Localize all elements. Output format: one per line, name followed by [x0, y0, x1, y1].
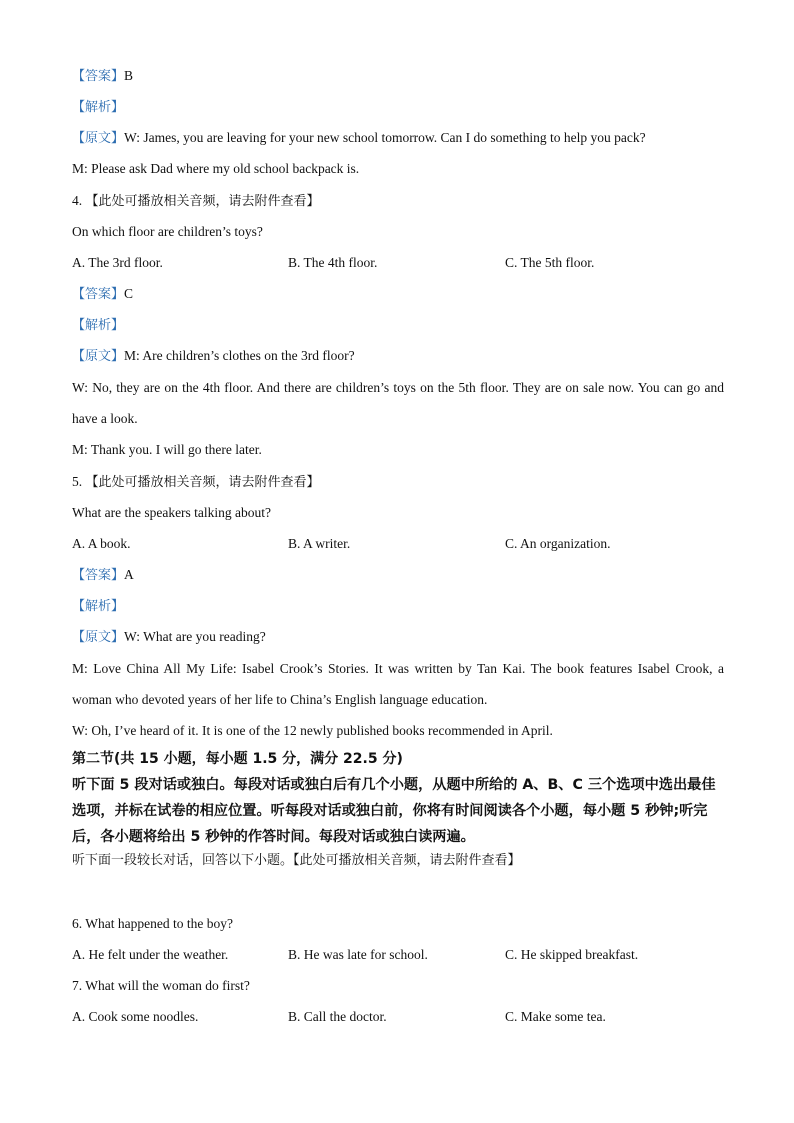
q5-analysis-line [72, 597, 124, 616]
transcript-paragraph: W: No, they are on the 4th floor. And there are children’s toys on the 5th floor. They are on sale now. You can go and have a look. [72, 380, 724, 426]
audio-note: 【此处可播放相关音频，请去附件查看】 [85, 475, 320, 490]
q4-option-b: B. The 4th floor. [288, 255, 378, 270]
answer-value: B [124, 68, 134, 83]
q6-option-b: B. He was late for school. [288, 947, 428, 962]
audio-note: 【此处可播放相关音频，请去附件查看】 [85, 194, 320, 209]
answer-value: A [124, 567, 134, 582]
q4-option-c: C. The 5th floor. [505, 255, 595, 270]
q3-answer-line [72, 67, 133, 86]
original-tag: 【原文】 [72, 131, 125, 146]
q4-header [72, 192, 320, 211]
q6-option-c: C. He skipped breakfast. [505, 947, 639, 962]
transcript-line: M: Thank you. I will go there later. [72, 442, 262, 457]
answer-tag: 【答案】 [72, 287, 125, 302]
question-number: 4. [72, 193, 83, 208]
q7-option-c: C. Make some tea. [505, 1009, 606, 1024]
q5-header [72, 473, 320, 492]
transcript-paragraph: M: Love China All My Life: Isabel Crook’s Stories. It was written by Tan Kai. The book features Isabel Crook, a woman who devoted years of her life to China’s English language education. [72, 661, 724, 707]
q4-analysis-line [72, 316, 124, 335]
analysis-tag: 【解析】 [72, 599, 125, 614]
section-title: 第二节(共 15 小题，每小题 1.5 分，满分 22.5 分) [72, 751, 403, 767]
q5-option-a: A. A book. [72, 536, 131, 551]
answer-tag: 【答案】 [72, 69, 125, 84]
q4-original-line [72, 347, 355, 366]
analysis-tag: 【解析】 [72, 100, 125, 115]
q6-option-a: A. He felt under the weather. [72, 947, 229, 962]
transcript-line: M: Please ask Dad where my old school backpack is. [72, 161, 360, 176]
transcript-line: W: What are you reading? [124, 629, 266, 644]
section-instruction: 听下面一段较长对话，回答以下小题。【此处可播放相关音频，请去附件查看】 [72, 853, 521, 868]
q7-option-b: B. Call the doctor. [288, 1009, 387, 1024]
q7-option-a: A. Cook some noodles. [72, 1009, 199, 1024]
transcript-line: W: James, you are leaving for your new school tomorrow. Can I do something to help you pack? [124, 130, 646, 145]
q4-answer-line [72, 285, 133, 304]
q4-question: On which floor are children’s toys? [72, 224, 263, 239]
q4-option-a: A. The 3rd floor. [72, 255, 163, 270]
original-tag: 【原文】 [72, 349, 125, 364]
transcript-line: W: Oh, I’ve heard of it. It is one of the 12 newly published books recommended in April. [72, 723, 553, 738]
q6-question: 6. What happened to the boy? [72, 916, 233, 931]
q3-analysis-line [72, 98, 124, 117]
section-description: 听下面 5 段对话或独白。每段对话或独白后有几个小题，从题中所给的 A、B、C 三个选项中选出最佳选项，并标在试卷的相应位置。听每段对话或独白前，你将有时间阅读各个小题，每小题 5 秒钟;听完后，各小题将给出 5 秒钟的作答时间。每段对话或独白读两遍。 [72, 777, 716, 845]
analysis-tag: 【解析】 [72, 318, 125, 333]
answer-value: C [124, 286, 134, 301]
q7-question: 7. What will the woman do first? [72, 978, 250, 993]
question-number: 5. [72, 474, 83, 489]
transcript-line: M: Are children’s clothes on the 3rd floor? [124, 348, 355, 363]
q5-option-b: B. A writer. [288, 536, 351, 551]
answer-tag: 【答案】 [72, 568, 125, 583]
q3-original-line [72, 129, 646, 148]
q5-original-line [72, 628, 266, 647]
original-tag: 【原文】 [72, 630, 125, 645]
q5-question: What are the speakers talking about? [72, 505, 272, 520]
q5-answer-line [72, 566, 134, 585]
q5-option-c: C. An organization. [505, 536, 611, 551]
